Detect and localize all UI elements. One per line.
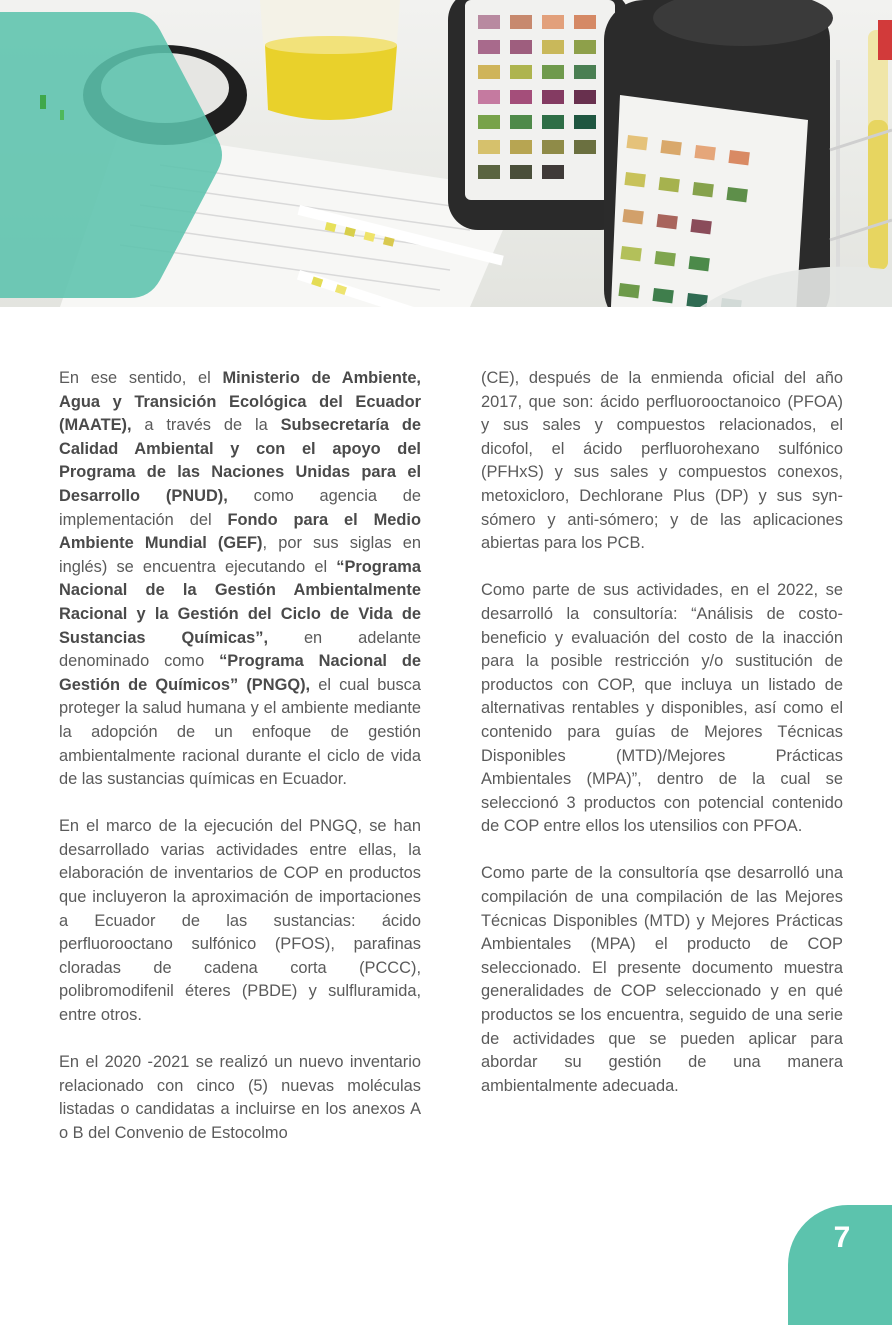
hero-illustration [0,0,892,307]
text-run: , por sus siglas en inglés) se encuentra ejecutando el [59,534,422,576]
green-mark [60,110,64,120]
page-number: 7 [833,1221,851,1254]
paragraph: En el marco de la ejecución del PNGQ, se han desarrollado varias actividades entre ellas, la elaboración de inventarios de COP en productos que incluyeron la aproximación de importaciones a Ecuador de las sustancias: ácido perfluorooctano sulfónico (PFOS), parafinas cloradas de cadena corta (PCCC), polibromodifenil éteres (PBDE) y sulfluramida, entre otros. [59,817,421,1025]
tube-rack [830,20,892,307]
text-run: a través de la [131,416,281,435]
test-bottle-right [604,0,833,307]
bold-text: “Programa Nacional de la Gestión Ambientalmente Racional y la Gestión del Ciclo de Vida de Sustancias Químicas”, [59,557,421,647]
text-column-right [481,367,843,1122]
text-run: el cual busca proteger la salud humana y el ambiente mediante la adopción de un enfoque de gestión ambientalmente racional durante el ciclo de vida de las sustancias químicas en Ecuador. [59,675,421,789]
text-column-left [59,367,421,1169]
paragraph: En el 2020 -2021 se realizó un nuevo inventario relacionado con cinco (5) nuevas moléculas listadas o candidatas a incluirse en los anexos A o B del Convenio de Estocolmo [59,1053,421,1142]
paragraph: Como parte de la consultoría qse desarrolló una compilación de una compilación de las Mejores Técnicas Disponibles (MTD) y Mejores Prácticas Ambientales (MPA) el producto de COP seleccionado. El presente documento muestra generalidades de COP seleccionado y en qué productos se los encuentra, seguido de una serie de actividades que se pueden aplicar para abordar su gestión de una manera ambientalmente adecuada. [481,864,843,1095]
paragraph: (CE), después de la enmienda oficial del año 2017, que son: ácido perfluorooctanoico (PFOA) y sus sales y compuestos relacionados, el dicofol, el ácido perfluorohexano sulfónico (PFHxS) y sus sales y compuestos conexos, metoxicloro, Dechlorane Plus (DP) y sus syn-sómero y anti-sómero; y de las aplicaciones abiertas para los PCB. [481,369,843,553]
bold-text: Fondo para el Medio Ambiente Mundial (GEF) [59,510,421,553]
green-mark [40,95,46,109]
paragraph [59,367,421,792]
text-run: como agencia de implementación del [59,486,421,529]
test-bottle-left [448,0,630,230]
hero-photo [0,0,892,307]
text-run: en adelante denominado como [59,628,421,671]
paragraph: Como parte de sus actividades, en el 2022, se desarrolló la consultoría: “Análisis de costo-beneficio y evaluación del costo de la inacción para la posible restricción y/o sustitución de productos con COP, que incluya un listado de alternativas rentables y disponibles, así como el contenido para guías de Mejores Técnicas Disponibles (MTD)/Mejores Prácticas Ambientales (MPA)”, dentro de la cual se seleccionó 3 productos con potencial contenido de COP entre ellos los utensilios con PFOA. [481,581,843,836]
bold-text: Subsecretaría de Calidad Ambiental y con el apoyo del Programa de las Naciones Unidas para el Desarrollo (PNUD), [59,416,421,505]
bold-text: “Programa Nacional de Gestión de Químicos” (PNGQ), [59,652,421,694]
text-run: En ese sentido, el [59,369,223,387]
bold-text: Ministerio de Ambiente, Agua y Transición Ecológica del Ecuador (MAATE), [59,369,421,435]
